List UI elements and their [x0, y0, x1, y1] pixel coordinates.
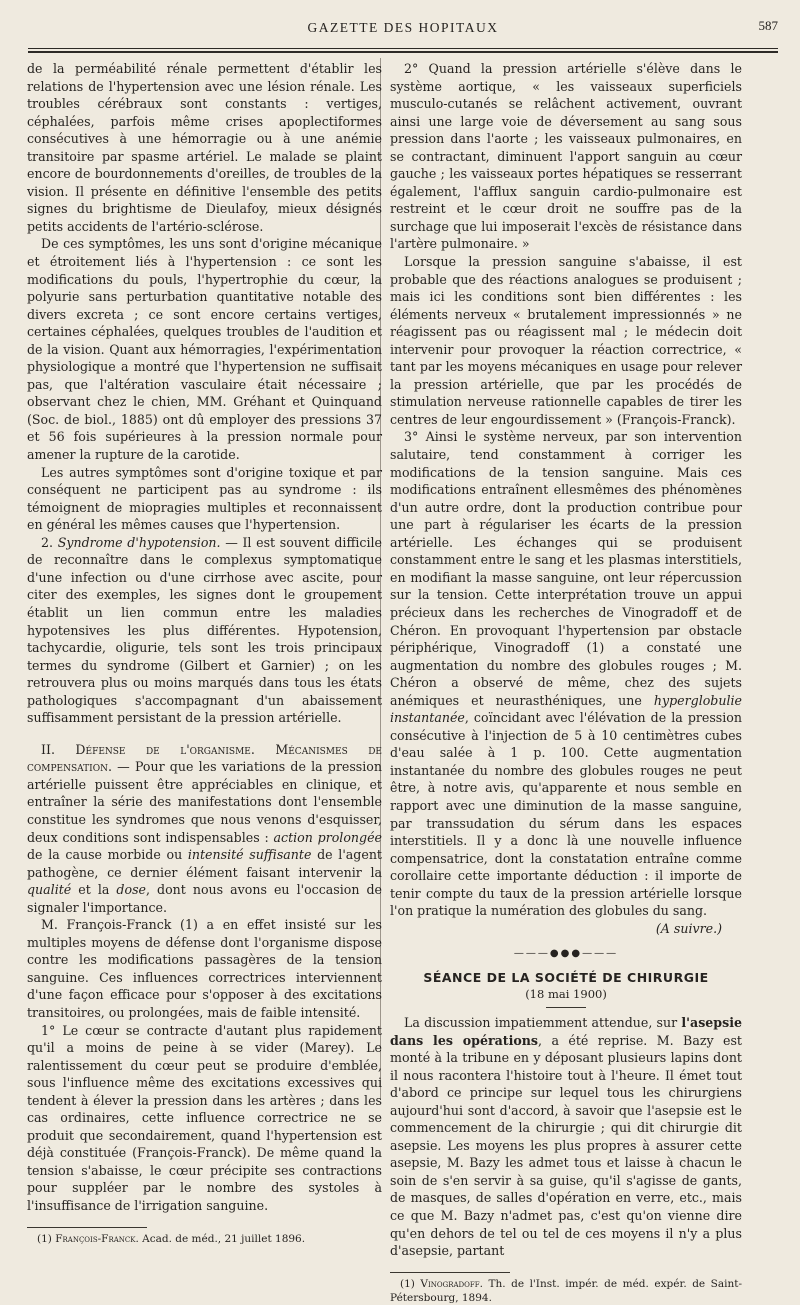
continued-note: (A suivre.) — [655, 920, 722, 936]
emphasis: dose — [116, 882, 146, 898]
running-title: GAZETTE DES HOPITAUX — [307, 20, 499, 35]
paragraph-text: — Il est souvent difficile de reconnaître dans le complexus symptomatique d'une infection ou d'une cirrhose avec ascite, pour citer des exemples, les signes dont le groupement établit un lien commun entre les maladies hypotensives les plus différentes. Hypotension, tachycardie, oligurie, tels sont les trois principaux termes du syndrome (Gilbert et Garnier) ; on les retrouvera plus ou moins marqués dans tous les états pathologiques s'accompagnant d'un abaissement suffisamment persistant de la pression artérielle. — [27, 534, 382, 726]
text: 3° Ainsi le système nerveux, par son intervention salutaire, tend constamment à corriger les modifications de la tension sanguine. Mais ces modifications entraînent ellesmêmes des phénomènes d'un autre ordre, dont la production contribue pour une part à régulariser les écarts de la pression artérielle. Les échanges qui se produisent constamment entre le sang et les plasmas interstitiels, en modifiant la masse sanguine, ont leur répercussion sur la tension. Cette interprétation trouve un appui précieux dans les recherches de Vinogradoff et de Chéron. En provoquant l'hypertension par obstacle périphérique, Vinogradoff (1) a constaté une augmentation du nombre des globules rouges ; M. Chéron a observé de même, chez des sujets anémiques et neurasthéniques, une — [390, 429, 742, 708]
paragraph: Les autres symptômes sont d'origine toxique et par conséquent ne participent pas au syndrome : ils témoignent de miopragies multiples et reconnaissent en général les mêmes causes que l'hypertension. — [27, 464, 382, 533]
page-header — [28, 18, 778, 42]
footnote-text: . Th. de l'Inst. impér. de méd. expér. de Saint-Pétersbourg, 1894. — [390, 1277, 742, 1304]
paragraph: 2° Quand la pression artérielle s'élève dans le système aortique, « les vaisseaux superficiels musculo-cutanés se relâchent activement, ouvrant ainsi une large voie de déversement au sang sous pression dans l'aorte ; les vaisseaux pulmonaires, en se contractant, diminuent l'apport sanguin au cœur gauche ; les vaisseaux portes hépatiques se resserrant également, l'afflux sanguin cardio-pulmonaire est restreint et le cœur droit ne souffre pas de la surchage que lui imposerait l'excès de résistance dans l'artère pulmonaire. » — [390, 61, 742, 252]
emphasis: action prolongée — [273, 829, 383, 845]
section-heading: II. Défense de l'organisme. Mécanismes de compensation. — [27, 741, 382, 775]
footnote-mark: (1) — [400, 1277, 421, 1290]
header-rule — [28, 48, 778, 49]
separator-ornament: ———●●●——— — [513, 948, 619, 960]
paragraph — [390, 428, 742, 919]
text: et la — [71, 882, 117, 898]
text: , coïncidant avec l'élévation de la pression consécutive à l'injection de 5 à 10 centimètres cubes d'eau salée à 1 p. 100. Cette augmentation instantanée du nombre des globules rouges ne peut être, à notre avis, qu'apparente et nous semble en rapport avec une diminution de la masse sanguine, par transsudation du sérum dans les espaces interstitiels. Il y a donc là une nouvelle influence compensatrice, dont la constatation entraîne comme corollaire cette importante déduction : il importe de tenir compte du taux de la pression artérielle lorsque l'on pratique la numération des globules du sang. — [390, 710, 742, 919]
emphasis: intensité suffisante — [187, 847, 312, 863]
paragraph: M. François-Franck (1) a en effet insisté sur les multiples moyens de défense dont l'organisme dispose contre les modifications passagères de la tension sanguine. Ces influences correctrices interviennent d'une façon efficace pour s'opposer à des excitations transitoires, ou prolongées, mais de faible intensité. — [27, 917, 382, 1020]
date-rule — [546, 1007, 586, 1008]
section-date: (18 mai 1900) — [525, 987, 607, 1002]
emphasis: qualité — [27, 882, 72, 898]
footnote — [390, 1277, 742, 1305]
paragraph-defense — [27, 741, 382, 916]
bold-text: l'asepsie dans les opérations — [390, 1014, 742, 1048]
paragraph: 1° Le cœur se contracte d'autant plus rapidement qu'il a moins de peine à se vider (Marey). Le ralentissement du cœur peut se produire d'emblée, sous l'influence même des excitations excessives qui tendent à élever la pression dans les artères ; dans les cas ordinaires, cette influence correctrice ne se produit que secondairement, quand l'hypertension est déjà constituée (François-Franck). De même quand la tension s'abaisse, le cœur précipite ses contractions pour suppléer par le nombre des systoles à l'insuffisance de l'irrigation sanguine. — [27, 1022, 382, 1213]
text: de la cause morbide ou — [27, 847, 188, 863]
paragraph: De ces symptômes, les uns sont d'origine mécanique et étroitement liés à l'hypertension : ce sont les modifications du pouls, l'hypertrophie du cœur, la polyurie sans perturbation quantitative notable des divers excreta ; ce sont encore certains vertiges, certaines céphalées, quelques troubles de l'audition et de la vision. Quant aux hémorragies, l'expérimentation physiologique a montré que l'hypertension ne suffisait pas, que l'altération vasculaire était nécessaire ; observant chez le chien, MM. Gréhant et Quinquand (Soc. de biol., 1885) ont dû employer des pressions 37 et 56 fois supérieures à la pression normale pour amener la rupture de la carotide. — [27, 236, 382, 463]
text: , a été reprise. M. Bazy est monté à la tribune en y déposant plusieurs lapins dont il nous racontera l'histoire tout à l'heure. Il émet tout d'abord ce principe sur lequel tous les chirurgiens aujourd'hui sont d'accord, à savoir que l'asepsie est le commencement de la chirurgie ; qui dit chirurgie dit asepsie. Les moyens les plus propres à assurer cette asepsie, M. Bazy les admet tous et laisse à chacun le soin de s'en servir à sa guise, qu'il s'agisse de gants, de masques, de salles d'opération en verre, etc., mais ce que M. Bazy n'admet pas, c'est qu'on vienne dire qu'en dehors de tel ou tel de ces moyens il n'y a plus d'asepsie, partant — [390, 1032, 742, 1259]
page-number: 587 — [758, 18, 778, 33]
right-column — [390, 60, 742, 1305]
text: — Pour que les variations de la pression artérielle puissent être appréciables en clinique, et entraîner la série des manifestations dont l'ensemble constitue les syndromes que nous venons d'esquisser, deux conditions sont indispensables : — [27, 759, 382, 845]
footnote-text: . Acad. de méd., 21 juillet 1896. — [135, 1232, 306, 1245]
header-rule-thick — [28, 51, 778, 53]
text: , dont nous avons eu l'occasion de signaler l'importance. — [27, 882, 382, 915]
footnote-rule — [390, 1272, 510, 1273]
text: de l'agent pathogène, ce dernier élément faisant intervenir la — [27, 847, 382, 880]
paragraph: Lorsque la pression sanguine s'abaisse, il est probable que des réactions analogues se produisent ; mais ici les conditions sont bien différentes : les éléments nerveux « brutalement impressionnés » ne réagissent pas ou réagissent mal ; le médecin doit intervenir pour provoquer la réaction correctrice, « tant par les moyens mécaniques en usage pour relever la pression artérielle, que par les procédés de stimulation nerveuse rationnelle capables de tirer les centres de leur engourdissement » (François-Franck). — [390, 254, 742, 427]
footnote-author: François-Franck — [55, 1232, 136, 1245]
emphasis: hyperglobulie instantanée — [390, 692, 742, 726]
left-column — [27, 60, 382, 1246]
paragraph-number: 2. — [41, 534, 54, 550]
footnote — [27, 1232, 382, 1246]
footnote-author: Vinogradoff — [420, 1277, 480, 1290]
footnote-rule — [27, 1227, 147, 1228]
paragraph-hypotension — [27, 534, 382, 727]
footnote-mark: (1) — [37, 1232, 56, 1245]
section-title: SÉANCE DE LA SOCIÉTÉ DE CHIRURGIE — [423, 969, 709, 985]
subheading: Syndrome d'hypotension. — [57, 534, 221, 550]
paragraph: de la perméabilité rénale permettent d'établir les relations de l'hypertension avec une lésion rénale. Les troubles cérébraux sont constants : vertiges, céphalées, parfois même crises apoplectiformes consécutives à une hémorragie ou à une anémie transitoire par spasme artériel. Le malade se plaint encore de bourdonnements d'oreilles, de troubles de la vision. Il présente en définitive l'ensemble des petits signes du brightisme de Dieulafoy, mieux désignés petits accidents de l'artério-sclérose. — [27, 61, 382, 234]
text: La discussion impatiemment attendue, sur — [404, 1014, 682, 1030]
